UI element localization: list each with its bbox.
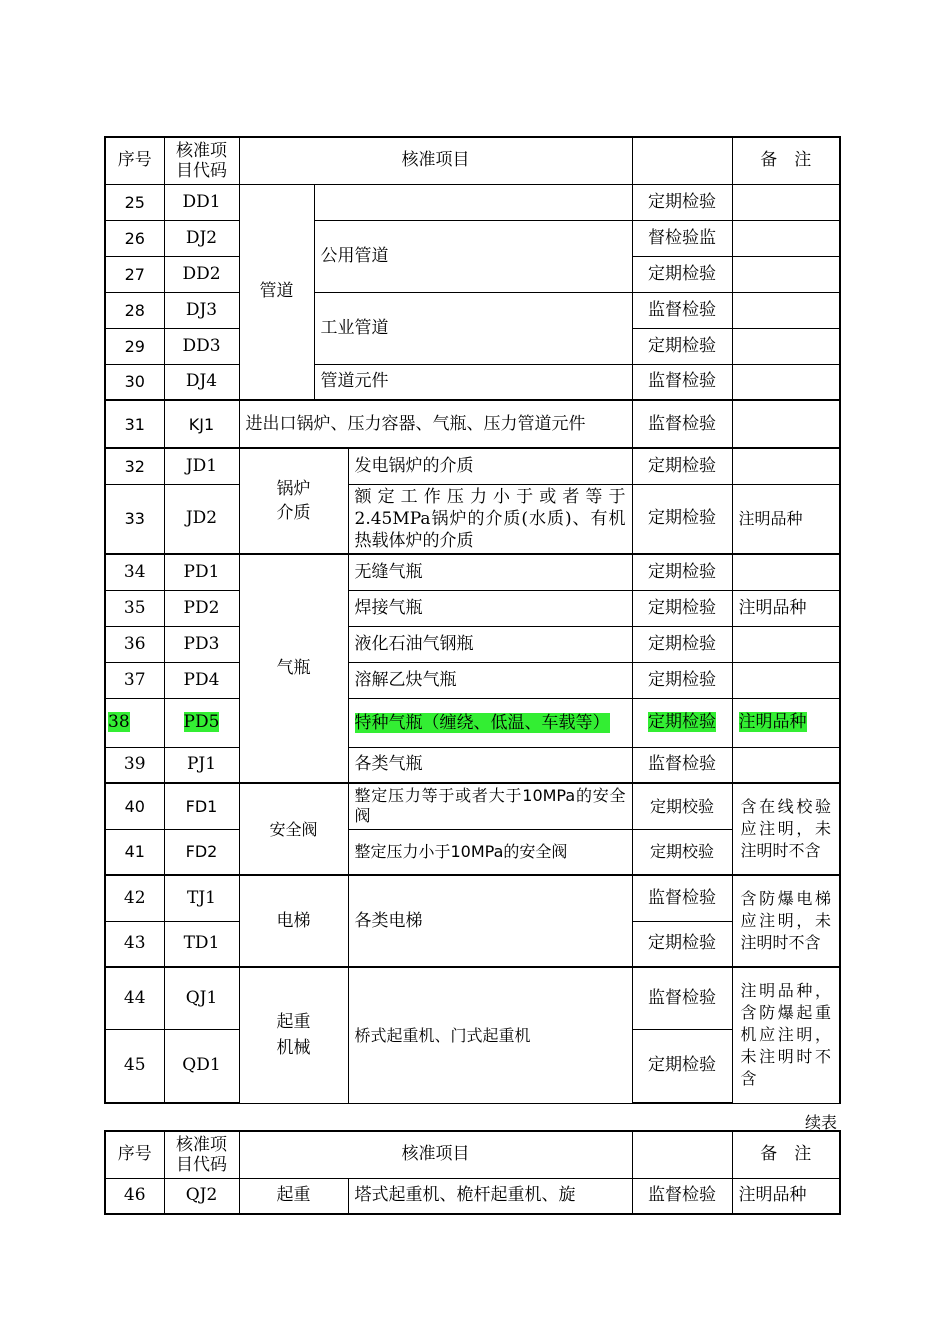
item-boiler-rated: 额定工作压力小于或者等于2.45MPa锅炉的介质(水质)、有机热载体炉的介质 <box>348 484 632 554</box>
row-code: KJ1 <box>164 400 239 448</box>
header-note: 备 注 <box>732 1131 840 1178</box>
header-seq: 序号 <box>105 1131 164 1178</box>
row-code: FD1 <box>164 783 239 829</box>
row-method: 监督检验 <box>632 875 732 921</box>
highlight-number: 38 <box>108 712 130 732</box>
item-public-pipe: 公用管道 <box>314 220 632 292</box>
note-crane: 注明品种，含防爆起重机应注明，未注明时不含 <box>732 967 840 1103</box>
highlight-code: PD5 <box>183 712 220 732</box>
row-note <box>732 220 840 256</box>
row-number: 40 <box>105 783 164 829</box>
row-code-highlighted <box>164 698 239 747</box>
row-method: 定期校验 <box>632 783 732 829</box>
row-method: 监督检验 <box>632 292 732 328</box>
highlight-item: 特种气瓶（缠绕、低温、车载等） <box>354 712 610 733</box>
highlight-note: 注明品种 <box>738 712 807 732</box>
note-online: 含在线校验应注明，未注明时不含 <box>732 783 840 875</box>
item-valve-low: 整定压力小于10MPa的安全阀 <box>348 829 632 875</box>
item-blank <box>314 184 632 220</box>
item-import-export: 进出口锅炉、压力容器、气瓶、压力管道元件 <box>239 400 632 448</box>
row-note: 注明品种 <box>732 484 840 554</box>
header-code: 核准项目代码 <box>164 137 239 184</box>
header-seq: 序号 <box>105 137 164 184</box>
row-method: 定期检验 <box>632 448 732 484</box>
row-method-highlighted <box>632 698 732 747</box>
row-number: 32 <box>105 448 164 484</box>
item-crane-tower: 塔式起重机、桅杆起重机、旋 <box>348 1178 632 1214</box>
row-note-highlighted <box>732 698 840 747</box>
row-note <box>732 554 840 590</box>
header-item: 核准项目 <box>239 1131 632 1178</box>
row-number: 43 <box>105 921 164 967</box>
row-number: 27 <box>105 256 164 292</box>
row-code: PD3 <box>164 626 239 662</box>
row-code: DD2 <box>164 256 239 292</box>
row-code: TD1 <box>164 921 239 967</box>
header-item: 核准项目 <box>239 137 632 184</box>
row-note <box>732 626 840 662</box>
row-number: 37 <box>105 662 164 698</box>
row-number: 25 <box>105 184 164 220</box>
category-crane: 起重机械 <box>239 967 348 1103</box>
row-note <box>732 292 840 328</box>
row-note: 注明品种 <box>732 590 840 626</box>
item-boiler-power: 发电锅炉的介质 <box>348 448 632 484</box>
row-code: QJ1 <box>164 967 239 1029</box>
category-pipe: 管道 <box>239 184 314 400</box>
row-method: 监督检验 <box>632 967 732 1029</box>
row-note <box>732 364 840 400</box>
row-number: 39 <box>105 747 164 783</box>
highlight-method: 定期检验 <box>648 712 716 732</box>
row-number-highlighted <box>105 698 164 747</box>
item-valve-high: 整定压力等于或者大于10MPa的安全阀 <box>348 783 632 829</box>
row-code: JD2 <box>164 484 239 554</box>
row-code: FD2 <box>164 829 239 875</box>
row-code: QJ2 <box>164 1178 239 1214</box>
row-number: 35 <box>105 590 164 626</box>
row-method: 定期检验 <box>632 184 732 220</box>
category-elevator: 电梯 <box>239 875 348 967</box>
category-cylinder: 气瓶 <box>239 554 348 783</box>
row-method: 定期检验 <box>632 554 732 590</box>
continued-label: 续表 <box>805 1115 838 1132</box>
item-cylinder-special <box>348 698 632 747</box>
row-number: 26 <box>105 220 164 256</box>
row-number: 41 <box>105 829 164 875</box>
category-crane: 起重 <box>239 1178 348 1214</box>
row-method: 定期检验 <box>632 484 732 554</box>
item-cylinder-welded: 焊接气瓶 <box>348 590 632 626</box>
row-number: 33 <box>105 484 164 554</box>
continued-table <box>104 1130 841 1215</box>
row-method: 定期检验 <box>632 328 732 364</box>
row-number: 34 <box>105 554 164 590</box>
row-note <box>732 184 840 220</box>
item-industrial-pipe: 工业管道 <box>314 292 632 364</box>
row-method: 监督检验 <box>632 747 732 783</box>
row-method: 定期检验 <box>632 921 732 967</box>
row-note <box>732 662 840 698</box>
header-note: 备 注 <box>732 137 840 184</box>
category-valve: 安全阀 <box>239 783 348 875</box>
row-method: 监督检验 <box>632 364 732 400</box>
item-cylinder-acetylene: 溶解乙炔气瓶 <box>348 662 632 698</box>
row-note <box>732 448 840 484</box>
row-code: DJ2 <box>164 220 239 256</box>
row-code: PD1 <box>164 554 239 590</box>
note-explosion-elevator: 含防爆电梯应注明，未注明时不含 <box>732 875 840 967</box>
row-code: JD1 <box>164 448 239 484</box>
approval-table <box>104 136 841 1104</box>
row-method: 定期检验 <box>632 590 732 626</box>
row-number: 45 <box>105 1029 164 1103</box>
row-method: 定期校验 <box>632 829 732 875</box>
item-cylinder-all: 各类气瓶 <box>348 747 632 783</box>
row-number: 28 <box>105 292 164 328</box>
row-number: 44 <box>105 967 164 1029</box>
row-code: DD1 <box>164 184 239 220</box>
row-number: 42 <box>105 875 164 921</box>
row-code: DJ4 <box>164 364 239 400</box>
row-code: DD3 <box>164 328 239 364</box>
row-number: 29 <box>105 328 164 364</box>
item-crane-bridge: 桥式起重机、门式起重机 <box>348 967 632 1103</box>
row-number: 46 <box>105 1178 164 1214</box>
row-method: 定期检验 <box>632 256 732 292</box>
row-number: 31 <box>105 400 164 448</box>
row-code: PJ1 <box>164 747 239 783</box>
category-boiler-medium: 锅炉介质 <box>239 448 348 554</box>
item-cylinder-seamless: 无缝气瓶 <box>348 554 632 590</box>
row-number: 30 <box>105 364 164 400</box>
row-code: DJ3 <box>164 292 239 328</box>
row-note <box>732 256 840 292</box>
header-method <box>632 137 732 184</box>
item-pipe-components: 管道元件 <box>314 364 632 400</box>
row-code: PD2 <box>164 590 239 626</box>
row-method: 督检验监 <box>632 220 732 256</box>
row-code: QD1 <box>164 1029 239 1103</box>
item-elevator-all: 各类电梯 <box>348 875 632 967</box>
row-note <box>732 328 840 364</box>
row-code: TJ1 <box>164 875 239 921</box>
header-method <box>632 1131 732 1178</box>
row-method: 定期检验 <box>632 662 732 698</box>
row-method: 定期检验 <box>632 626 732 662</box>
row-method: 监督检验 <box>632 400 732 448</box>
header-code: 核准项目代码 <box>164 1131 239 1178</box>
row-note <box>732 400 840 448</box>
row-code: PD4 <box>164 662 239 698</box>
row-note <box>732 747 840 783</box>
row-number: 36 <box>105 626 164 662</box>
row-method: 监督检验 <box>632 1178 732 1214</box>
row-note: 注明品种 <box>732 1178 840 1214</box>
item-cylinder-lpg: 液化石油气钢瓶 <box>348 626 632 662</box>
row-method: 定期检验 <box>632 1029 732 1103</box>
